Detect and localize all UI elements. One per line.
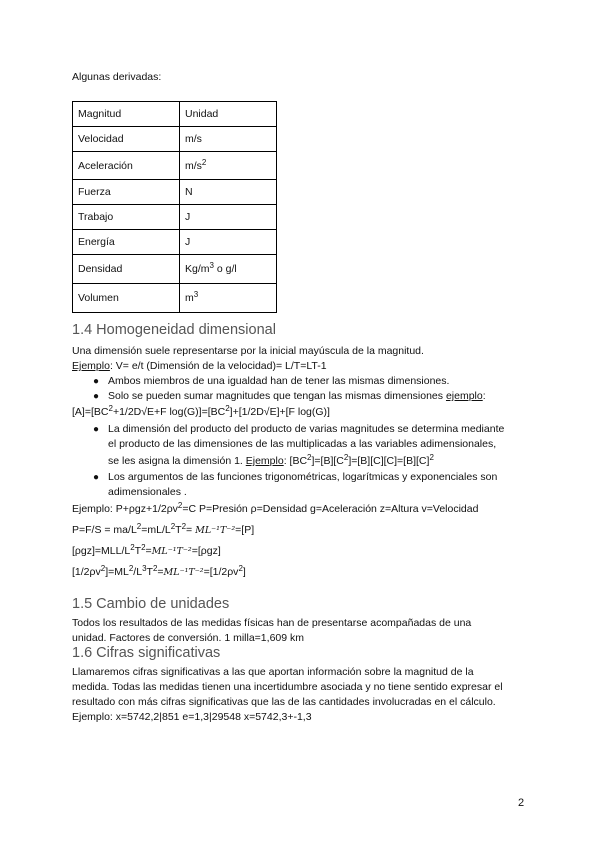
unit-text: Kg/m bbox=[185, 263, 210, 275]
text: P=F/S = ma/L bbox=[72, 524, 137, 536]
math-expression: ML⁻¹T⁻² bbox=[195, 525, 236, 536]
table-cell: m/s bbox=[180, 127, 277, 152]
text: T bbox=[175, 524, 182, 536]
exponent: 2 bbox=[343, 453, 349, 462]
paragraph-line: medida. Todas las medidas tienen una incertidumbre asociada y no tiene sentido expresar el bbox=[72, 681, 503, 693]
section-title-1-5: 1.5 Cambio de unidades bbox=[72, 596, 230, 612]
bullet-icon: ● bbox=[93, 376, 100, 387]
table-cell bbox=[180, 284, 277, 313]
unit-exponent: 3 bbox=[209, 261, 214, 270]
example-line bbox=[72, 545, 221, 557]
math-expression: ML⁻¹T⁻² bbox=[163, 567, 204, 578]
exponent: 2 bbox=[128, 564, 134, 573]
unit-exponent: 3 bbox=[193, 290, 199, 299]
text: T bbox=[146, 566, 153, 578]
text: se les asigna la dimensión 1. bbox=[108, 455, 246, 467]
exponent: 2 bbox=[108, 404, 113, 413]
exponent: 2 bbox=[136, 522, 142, 531]
section-title-1-6: 1.6 Cifras significativas bbox=[72, 645, 221, 661]
table-cell: Trabajo bbox=[73, 205, 180, 230]
unit-exponent: 2 bbox=[201, 157, 207, 167]
text: : bbox=[482, 390, 486, 402]
paragraph-line: Una dimensión suele representarse por la inicial mayúscula de la magnitud. bbox=[72, 345, 424, 357]
equation-line bbox=[72, 406, 330, 418]
text: T bbox=[134, 545, 142, 557]
example-label: Ejemplo bbox=[72, 360, 110, 372]
text: ]+[1/2D√E]+[F log(G)] bbox=[229, 406, 330, 418]
section-title-1-4: 1.4 Homogeneidad dimensional bbox=[72, 322, 276, 338]
text: Solo se pueden sumar magnitudes que tengan las mismas dimensiones bbox=[108, 390, 446, 402]
text: [1/2ρv bbox=[72, 566, 101, 578]
example-line bbox=[72, 524, 254, 536]
math-expression: ML⁻¹T⁻² bbox=[151, 546, 192, 557]
paragraph-line: Ejemplo: x=5742,2|851 e=1,3|29548 x=5742,3+-1,3 bbox=[72, 711, 312, 723]
text: =[ρgz] bbox=[191, 545, 221, 557]
exponent: 2 bbox=[100, 564, 106, 573]
example-text: : V= e/t (Dimensión de la velocidad)= L/T=LT-1 bbox=[109, 360, 327, 372]
table-cell bbox=[180, 152, 277, 180]
paragraph-line: Todos los resultados de las medidas físicas han de presentarse acompañadas de una bbox=[72, 617, 472, 629]
exponent: 2 bbox=[225, 404, 230, 413]
bullet-icon: ● bbox=[93, 424, 100, 435]
exponent: 2 bbox=[238, 564, 243, 573]
table-cell: Magnitud bbox=[73, 102, 180, 127]
example-label: Ejemplo bbox=[245, 455, 284, 467]
table-cell: Unidad bbox=[180, 102, 277, 127]
exponent: 2 bbox=[152, 564, 158, 573]
text: ]=ML bbox=[105, 566, 129, 578]
exponent: 2 bbox=[429, 453, 434, 462]
bullet-text: Los argumentos de las funciones trigonométricas, logarítmicas y exponenciales son bbox=[108, 471, 498, 483]
exponent: 2 bbox=[181, 522, 187, 531]
unit-text: o g/l bbox=[213, 263, 237, 275]
text: : [BC bbox=[283, 455, 308, 467]
table-cell: N bbox=[180, 180, 277, 205]
text: /L bbox=[133, 566, 143, 578]
exponent: 2 bbox=[130, 543, 135, 552]
text: +1/2D√E+F log(G)]=[BC bbox=[112, 406, 226, 418]
unit-text: m bbox=[185, 292, 194, 304]
table-cell: J bbox=[180, 230, 277, 255]
table-row bbox=[73, 102, 277, 127]
table-cell: Velocidad bbox=[73, 127, 180, 152]
text: = bbox=[186, 524, 196, 536]
paragraph-line bbox=[72, 360, 327, 372]
text: [A]=[BC bbox=[72, 406, 109, 418]
text: =[P] bbox=[235, 524, 255, 536]
intro-text: Algunas derivadas: bbox=[72, 71, 162, 83]
text: Ejemplo: P+ρgz+1/2ρv bbox=[72, 503, 178, 515]
table-row bbox=[73, 284, 277, 313]
exponent: 3 bbox=[142, 564, 147, 573]
text: ] bbox=[242, 566, 246, 578]
page-number: 2 bbox=[518, 797, 525, 809]
paragraph-line: unidad. Factores de conversión. 1 milla=1,609 km bbox=[72, 632, 304, 644]
table-row bbox=[73, 180, 277, 205]
exponent: 2 bbox=[141, 543, 146, 552]
unit-text: m/s bbox=[185, 159, 202, 172]
derived-units-table bbox=[72, 101, 277, 313]
text: = bbox=[157, 566, 164, 578]
text: =mL/L bbox=[141, 524, 171, 536]
bullet-text: el producto de las dimensiones de las multiplicadas a las variables adimensionales, bbox=[108, 438, 497, 450]
table-cell: Densidad bbox=[73, 255, 180, 284]
bullet-icon: ● bbox=[93, 391, 100, 402]
bullet-text bbox=[108, 455, 434, 467]
text: [ρgz]=MLL/L bbox=[72, 545, 131, 557]
table-row bbox=[73, 230, 277, 255]
example-label: ejemplo bbox=[445, 390, 483, 402]
table-cell: Energía bbox=[73, 230, 180, 255]
text: = bbox=[145, 545, 152, 557]
text: ]=[B][C][C]=[B][C] bbox=[348, 455, 430, 467]
text: =[1/2ρv bbox=[203, 566, 239, 578]
paragraph-line: Llamaremos cifras significativas a las que aportan información sobre la magnitud de la bbox=[72, 666, 474, 678]
table-row bbox=[73, 127, 277, 152]
paragraph-line: resultado con más cifras significativas que las de las cantidades involucradas en el cálculo. bbox=[72, 696, 496, 708]
bullet-icon: ● bbox=[93, 472, 100, 483]
table-cell: Volumen bbox=[73, 284, 180, 313]
bullet-text bbox=[108, 390, 486, 402]
table-cell: Aceleración bbox=[73, 152, 180, 180]
exponent: 2 bbox=[170, 522, 176, 531]
table-cell bbox=[180, 255, 277, 284]
text: =C P=Presión ρ=Densidad g=Aceleración z=Altura v=Velocidad bbox=[182, 503, 479, 515]
bullet-text: Ambos miembros de una igualdad han de tener las mismas dimensiones. bbox=[108, 375, 450, 387]
exponent: 2 bbox=[307, 453, 312, 462]
table-row bbox=[73, 205, 277, 230]
example-line bbox=[72, 566, 246, 578]
exponent: 2 bbox=[177, 501, 183, 510]
table-cell: J bbox=[180, 205, 277, 230]
bullet-text: adimensionales . bbox=[108, 486, 187, 498]
table-row bbox=[73, 255, 277, 284]
example-line bbox=[72, 503, 478, 515]
text: ]=[B][C bbox=[311, 455, 344, 467]
table-cell: Fuerza bbox=[73, 180, 180, 205]
table-row bbox=[73, 152, 277, 180]
bullet-text: La dimensión del producto del producto de varias magnitudes se determina mediante bbox=[108, 423, 505, 435]
